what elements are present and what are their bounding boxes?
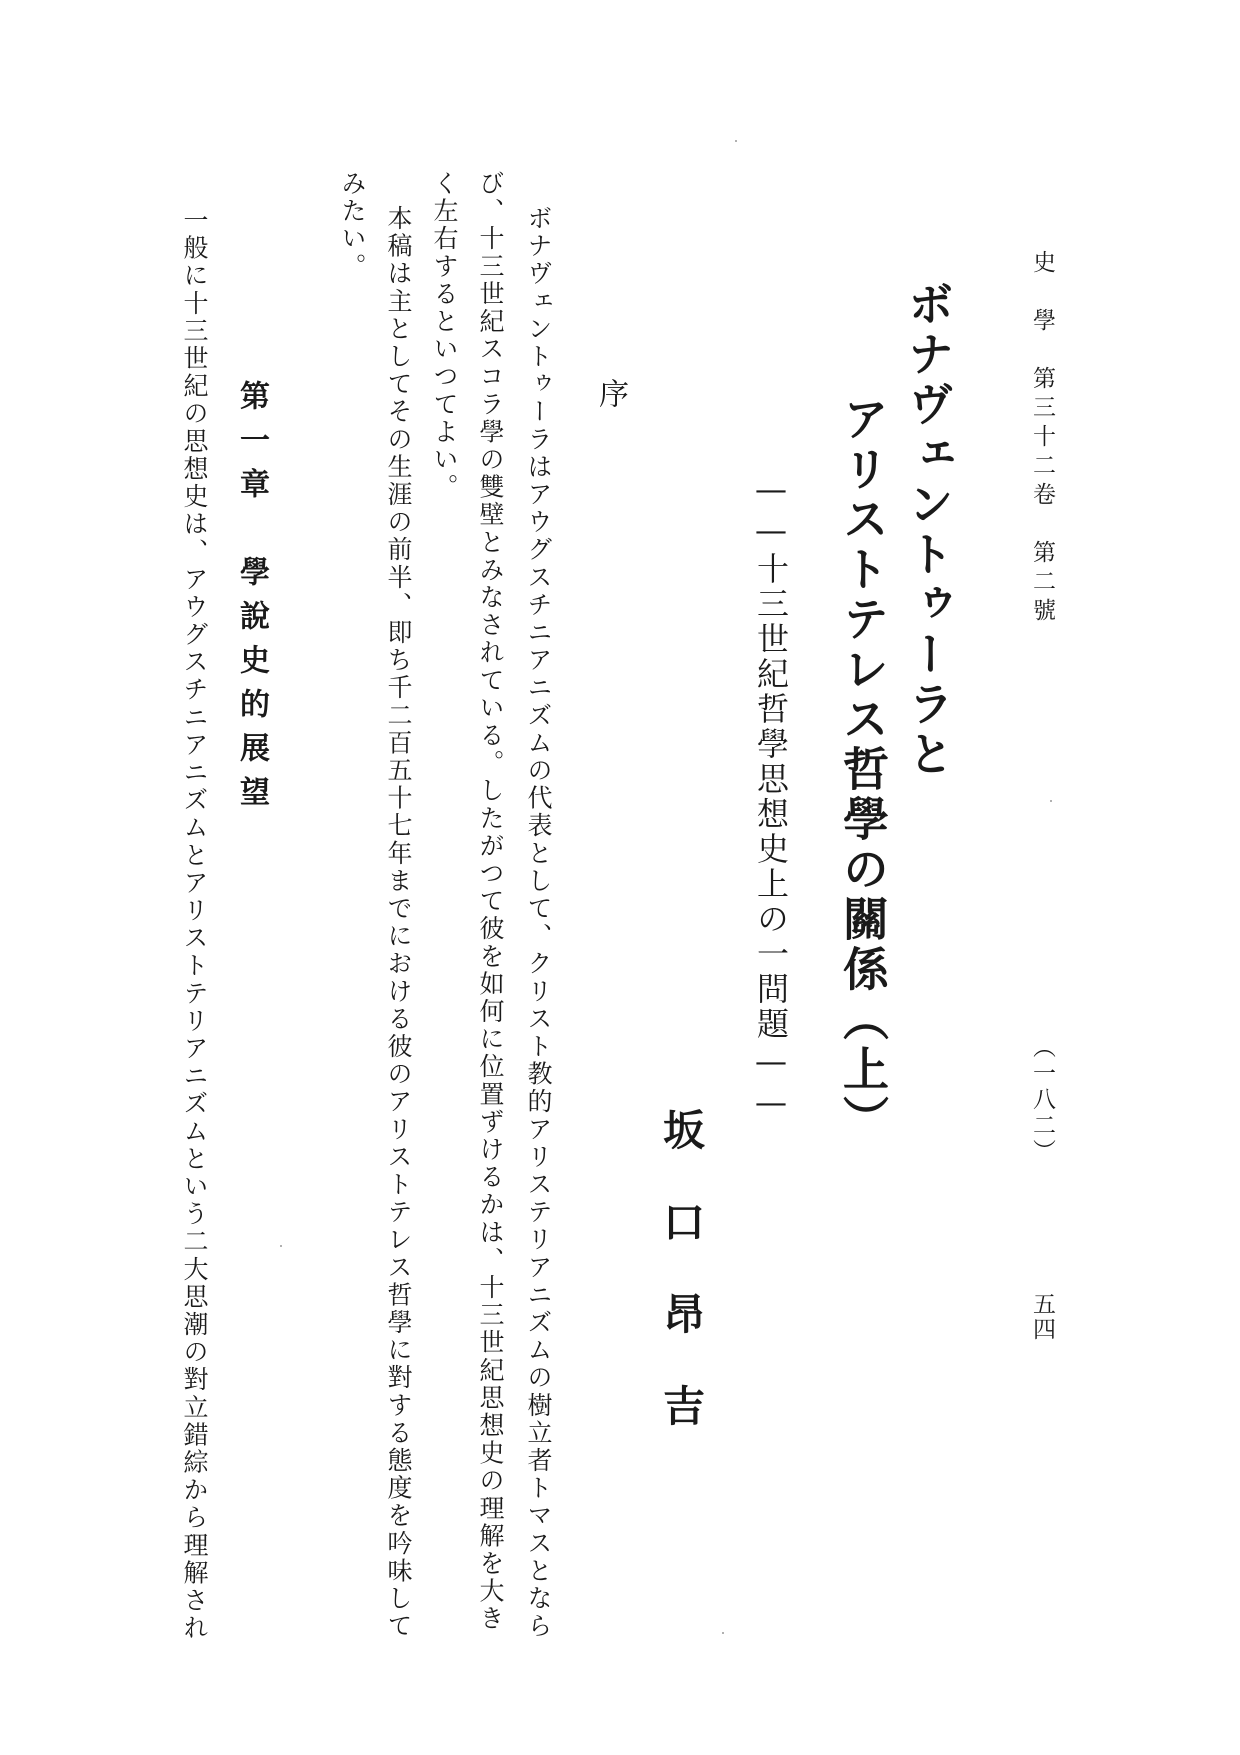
preface-line: く左右するといつてよい。 [430, 170, 459, 502]
article-subtitle: ——十三世紀哲學思想史上の一問題—— [752, 470, 790, 1124]
article-title-line1: ボナヴェントゥーラと [901, 280, 955, 780]
chapter-body-line: 一般に十三世紀の思想史は、アウグスチニアニズムとアリストテリアニズムという二大思潮の對立錯綜から理解され [180, 207, 209, 1643]
scan-speck [1050, 800, 1052, 802]
author-name: 坂口昂吉 [657, 1108, 706, 1476]
preface-line: みたい。 [338, 170, 367, 281]
running-header-volume-page: （一八二） [1029, 1035, 1055, 1165]
scan-speck [722, 1632, 724, 1634]
preface-heading: 序 [593, 378, 628, 408]
article-title-line2: アリストテレス哲學の關係（上） [836, 395, 890, 1145]
page-number: 五四 [1029, 1292, 1055, 1342]
running-header-journal: 史 學 第三十二卷 第二號 [1029, 250, 1055, 627]
preface-line: び、十三世紀スコラ學の雙壁とみなされている。したがつて彼を如何に位置ずけるかは、十三世紀思想史の理解を大き [476, 170, 505, 1633]
preface-line: ボナヴェントゥーラはアウグスチニアニズムの代表として、クリスト教的アリステリアニズムの樹立者トマスとなら [524, 205, 553, 1641]
preface-line: 本稿は主としてその生涯の前半、即ち千二百五十七年までにおける彼のアリストテレス哲學に對する態度を吟味して [384, 205, 413, 1641]
chapter-heading: 第一章 學說史的展望 [234, 380, 269, 820]
scan-speck [735, 140, 737, 142]
scan-speck [280, 1245, 282, 1247]
